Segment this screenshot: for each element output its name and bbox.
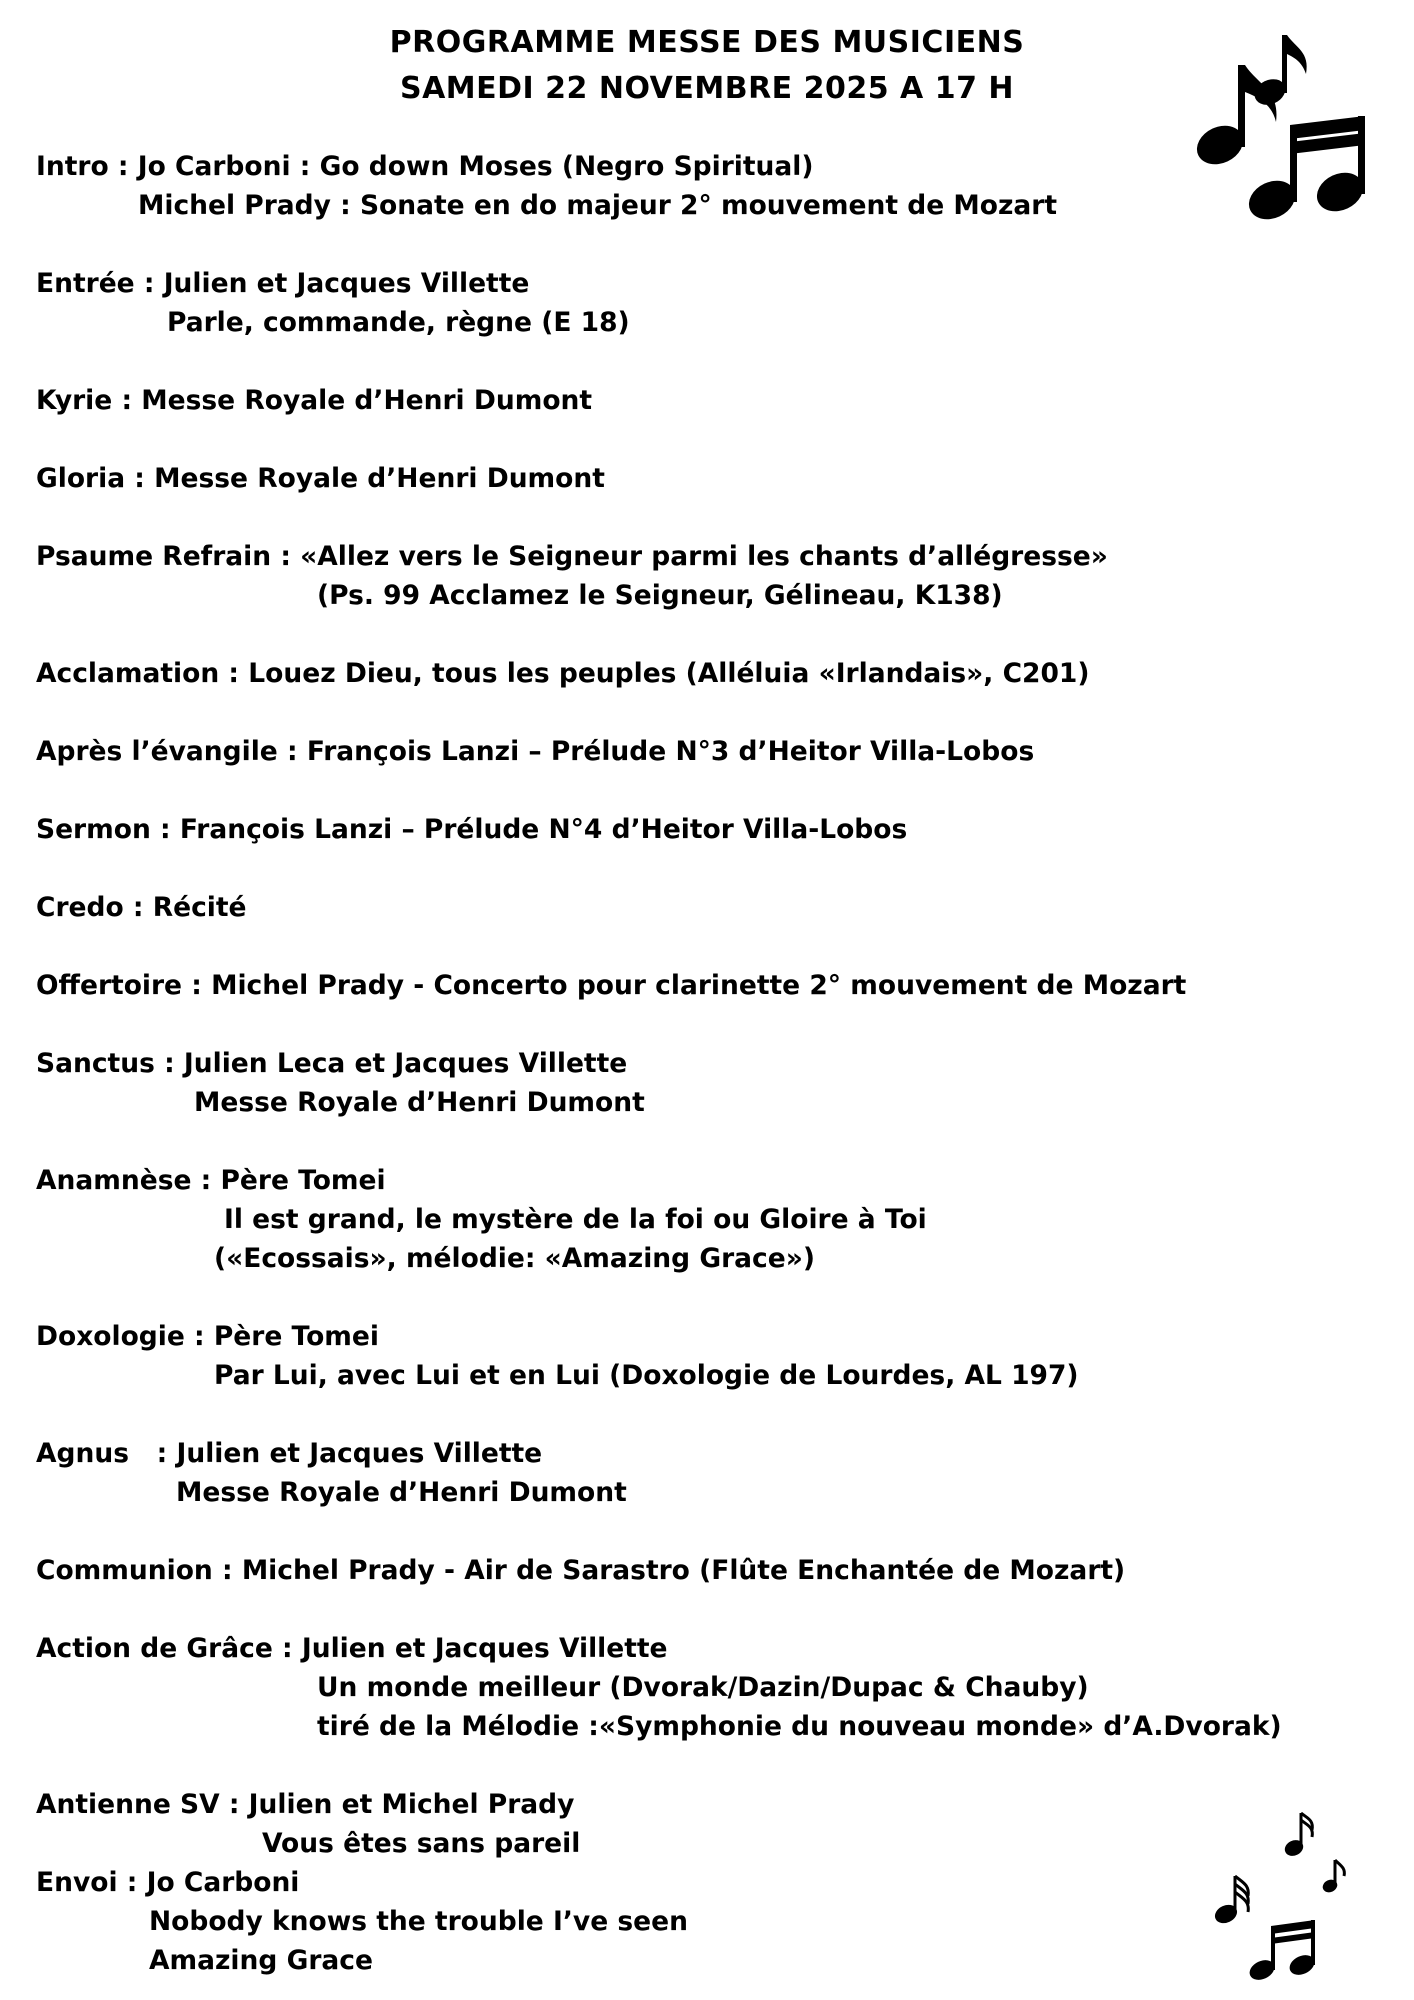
sanctus-line-1: Sanctus : Julien Leca et Jacques Villette (36, 1048, 628, 1079)
agnus-line-2: Messe Royale d’Henri Dumont (176, 1477, 627, 1508)
envoi-line-2: Nobody knows the trouble I’ve seen (149, 1906, 688, 1937)
anamnese-line-1: Anamnèse : Père Tomei (36, 1165, 386, 1196)
anamnese-line-3: («Ecossais», mélodie: «Amazing Grace») (214, 1243, 815, 1274)
offertoire-line: Offertoire : Michel Prady - Concerto pour clarinette 2° mouvement de Mozart (36, 970, 1187, 1001)
credo-line: Credo : Récité (36, 892, 247, 923)
page-subtitle-date: SAMEDI 22 NOVEMBRE 2025 A 17 H (399, 71, 1015, 106)
page-title: PROGRAMME MESSE DES MUSICIENS (389, 25, 1025, 60)
apres-evangile-line: Après l’évangile : François Lanzi – Prélude N°3 d’Heitor Villa-Lobos (36, 736, 1035, 767)
sermon-line: Sermon : François Lanzi – Prélude N°4 d’Heitor Villa-Lobos (36, 814, 908, 845)
intro-line-2: Michel Prady : Sonate en do majeur 2° mouvement de Mozart (138, 190, 1058, 221)
doxologie-line-2: Par Lui, avec Lui et en Lui (Doxologie de Lourdes, AL 197) (214, 1360, 1079, 1391)
communion-line: Communion : Michel Prady - Air de Sarastro (Flûte Enchantée de Mozart) (36, 1555, 1126, 1586)
psaume-line-2: (Ps. 99 Acclamez le Seigneur, Gélineau, K138) (317, 580, 1003, 611)
psaume-line-1: Psaume Refrain : «Allez vers le Seigneur parmi les chants d’allégresse» (36, 541, 1108, 572)
antienne-line-2: Vous êtes sans pareil (262, 1828, 581, 1859)
envoi-line-3: Amazing Grace (149, 1945, 373, 1976)
music-notes-icon (1210, 1808, 1360, 1988)
action-de-grace-line-2: Un monde meilleur (Dvorak/Dazin/Dupac & Chauby) (317, 1672, 1089, 1703)
antienne-line-1: Antienne SV : Julien et Michel Prady (36, 1789, 575, 1820)
action-de-grace-line-1: Action de Grâce : Julien et Jacques Villette (36, 1633, 668, 1664)
music-notes-icon (1180, 30, 1380, 225)
sanctus-line-2: Messe Royale d’Henri Dumont (194, 1087, 645, 1118)
intro-line-1: Intro : Jo Carboni : Go down Moses (Negro Spiritual) (36, 151, 814, 182)
acclamation-line: Acclamation : Louez Dieu, tous les peuples (Alléluia «Irlandais», C201) (36, 658, 1090, 689)
action-de-grace-line-3: tiré de la Mélodie :«Symphonie du nouveau monde» d’A.Dvorak) (317, 1711, 1282, 1742)
kyrie-line: Kyrie : Messe Royale d’Henri Dumont (36, 385, 593, 416)
entree-line-2: Parle, commande, règne (E 18) (167, 307, 630, 338)
envoi-line-1: Envoi : Jo Carboni (36, 1867, 300, 1898)
gloria-line: Gloria : Messe Royale d’Henri Dumont (36, 463, 605, 494)
anamnese-line-2: Il est grand, le mystère de la foi ou Gloire à Toi (224, 1204, 927, 1235)
doxologie-line-1: Doxologie : Père Tomei (36, 1321, 379, 1352)
agnus-line-1: Agnus : Julien et Jacques Villette (36, 1438, 543, 1469)
entree-line-1: Entrée : Julien et Jacques Villette (36, 268, 530, 299)
